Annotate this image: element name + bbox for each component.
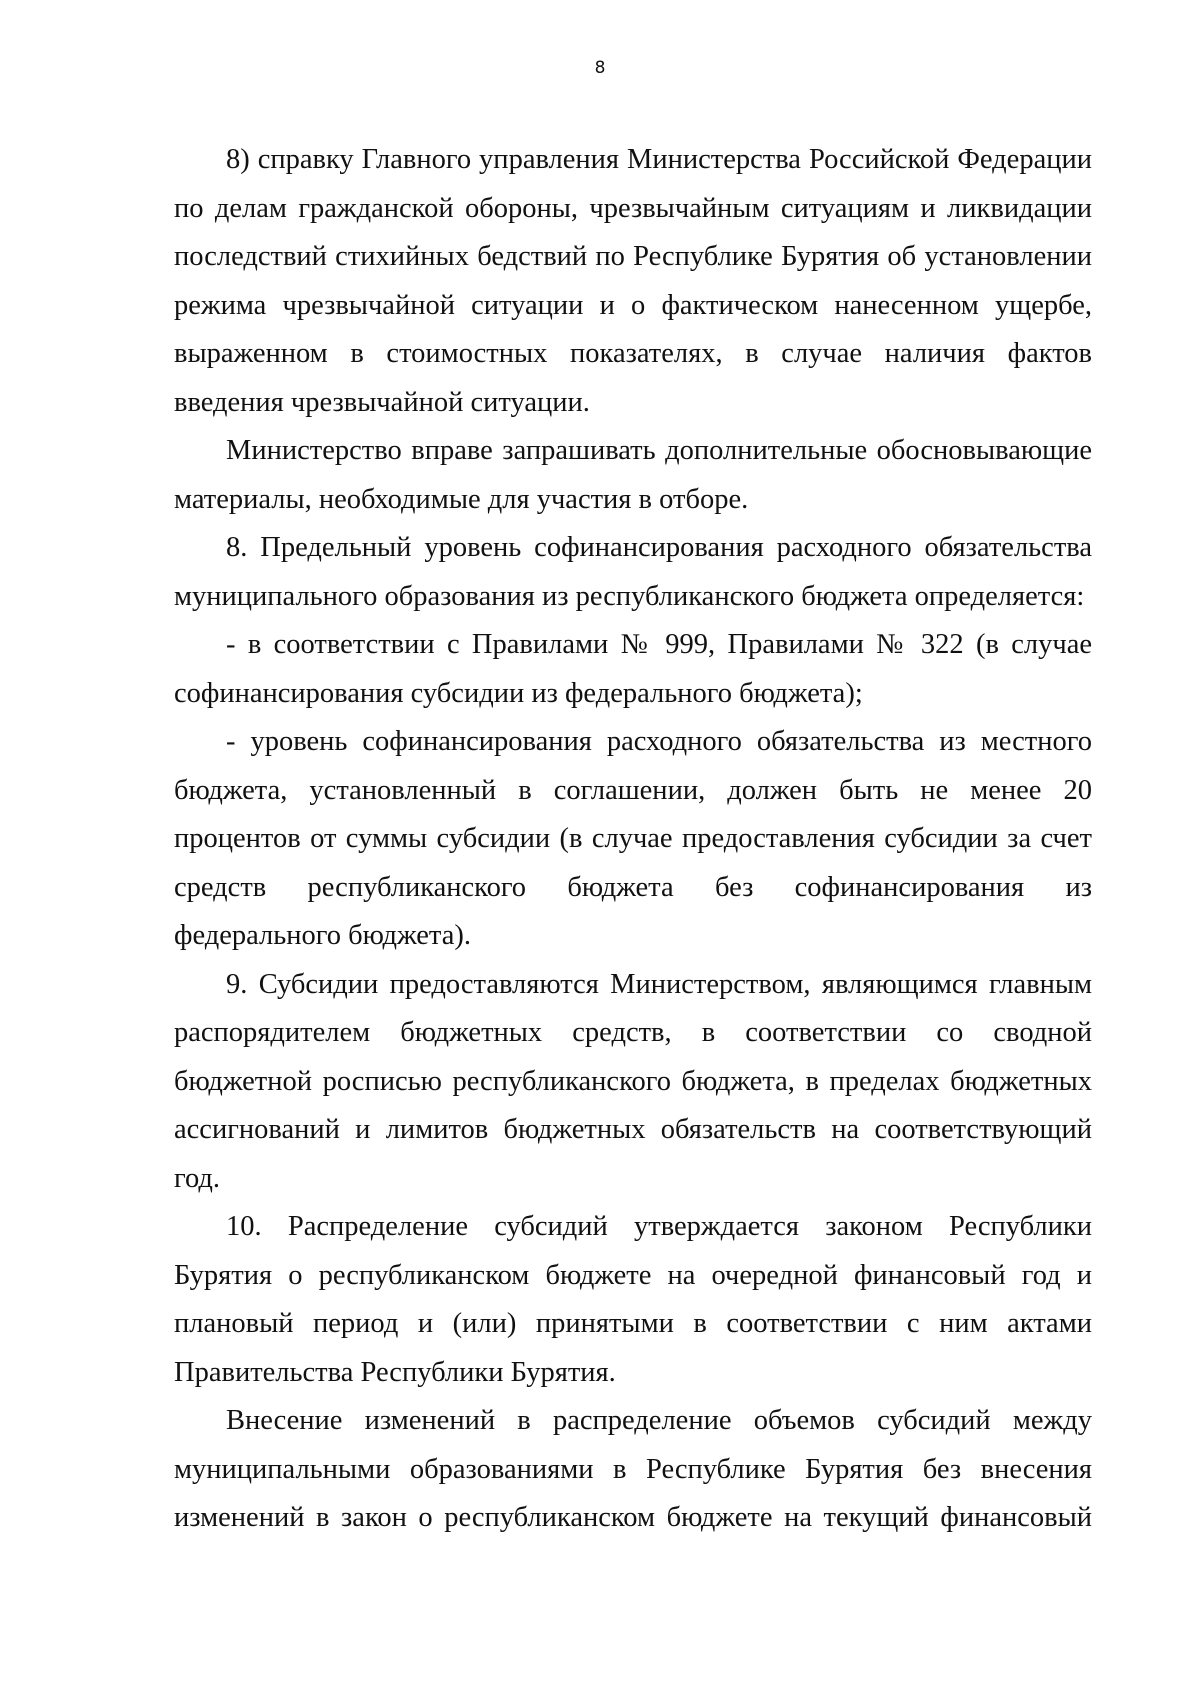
- paragraph-clause-8-bullet-2: - уровень софинансирования расходного обязательства из местного бюджета, установленный в соглашении, должен быть не менее 20 процентов от суммы субсидии (в случае предоставления субсидии за счет средств республиканского бюджета без софинансирования из федерального бюджета).: [174, 726, 1092, 951]
- paragraph-clause-10: 10. Распределение субсидий утверждается законом Республики Бурятия о республиканском бюджете на очередной финансовый год и плановый период и (или) принятыми в соответствии с ним актами Правительства Республики Бурятия.: [174, 1211, 1092, 1388]
- paragraph-clause-9: 9. Субсидии предоставляются Министерством, являющимся главным распорядителем бюджетных средств, в соответствии со сводной бюджетной росписью республиканского бюджета, в пределах бюджетных ассигнований и лимитов бюджетных обязательств на соответствующий год.: [174, 968, 1092, 1194]
- document-body: [174, 136, 1092, 1543]
- paragraph-clause-8: 8. Предельный уровень софинансирования расходного обязательства муниципального образования из республиканского бюджета определяется:: [174, 532, 1092, 612]
- paragraph-ministry-request: Министерство вправе запрашивать дополнительные обосновывающие материалы, необходимые для участия в отборе.: [174, 435, 1092, 515]
- page-number: 8: [594, 58, 606, 78]
- paragraph-amendments: Внесение изменений в распределение объемов субсидий между муниципальными образованиями в Республике Бурятия без внесения изменений в закон о республиканском бюджете на текущий финансовый: [174, 1405, 1092, 1533]
- paragraph-clause-8-bullet-1: - в соответствии с Правилами № 999, Правилами № 322 (в случае софинансирования субсидии из федерального бюджета);: [174, 629, 1092, 709]
- paragraph-item-8-certificate: 8) справку Главного управления Министерства Российской Федерации по делам гражданской обороны, чрезвычайным ситуациям и ликвидации последствий стихийных бедствий по Республике Бурятия об установлении режима чрезвычайной ситуации и о фактическом нанесенном ущербе, выраженном в стоимостных показателях, в случае наличия фактов введения чрезвычайной ситуации.: [174, 144, 1092, 418]
